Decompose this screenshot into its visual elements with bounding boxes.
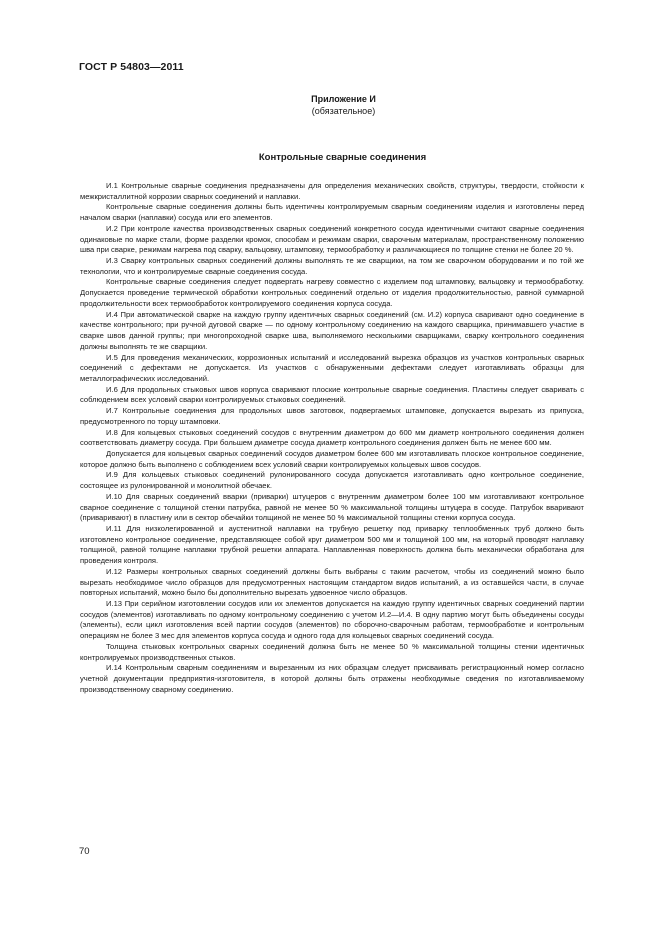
- paragraph-i14: И.14 Контрольным сварным соединениям и вырезанным из них образцам следует присваивать регистрационный номер согласно учетной документации предприятия-изготовителя, в которой должны быть отражены необходимые сведения по изготавливаемому производственному сварному соединению.: [80, 663, 584, 694]
- paragraph-i10: И.10 Для сварных соединений вварки (приварки) штуцеров с внутренним диаметром более 100 мм изготавливают контрольное сварное соединение с толщиной стенки патрубка, равной не менее 50 % максимальной толщины штуцера в сосуде. Патрубок вваривают (приваривают) в пластину или в сектор обечайки толщиной не менее 50 % максимальной толщины стенки корпуса сосуда.: [80, 491, 584, 523]
- paragraph-i8: И.8 Для кольцевых стыковых соединений сосудов с внутренним диаметром до 600 мм диаметр контрольного соединения должен соответствовать диаметру сосуда. При большем диаметре сосуда диаметр контрольного соединения должен быть не менее 600 мм.: [80, 427, 584, 448]
- page-number: 70: [79, 846, 90, 857]
- document-header: ГОСТ Р 54803—2011: [79, 61, 184, 73]
- paragraph-i1-cont: Контрольные сварные соединения должны быть идентичны контролируемым сварным соединениям изделия и изготовлены перед началом сварки (наплавки) сосуда или его элементов.: [80, 202, 584, 223]
- paragraph-i9: И.9 Для кольцевых стыковых соединений рулонированного сосуда допускается изготавливать одно контрольное соединение, состоящее из рулонированной и монолитной обечаек.: [80, 470, 584, 491]
- paragraph-i13: И.13 При серийном изготовлении сосудов или их элементов допускается на каждую группу идентичных сварных соединений партии сосудов (элементов) изготавливать по одному контрольному соединению с учетом И.2—И.4. В одну партию могут быть объединены сосуды (элементы), если цикл изготовления всей партии сосудов (элементов) по сборочно-сварочным работам, термообработке и контрольным операциям не более 3 мес для элементов корпуса сосуда и одного года для кольцевых сварных соединений сосуда.: [80, 599, 584, 641]
- paragraph-i13-cont: Толщина стыковых контрольных сварных соединений должна быть не менее 50 % максимальной толщины стенки идентичных контролируемых производственных стыков.: [80, 641, 584, 662]
- body-text: [80, 181, 584, 696]
- paragraph-i7: И.7 Контрольные соединения для продольных швов заготовок, подвергаемых штамповке, допускается вырезать из припуска, предусмотренного по торцу штамповки.: [80, 406, 584, 426]
- section-title: Контрольные сварные соединения: [258, 152, 427, 163]
- paragraph-i11: И.11 Для низколегированной и аустенитной наплавки на трубную решетку под приварку теплообменных труб должно быть изготовлено контрольное соединение, представляющее собой круг диаметром 500 мм и толщиной 100 мм, на который проводят наплавку толщиной, равной толщине наплавки трубной решетки аппарата. Наплавленная поверхность должна быть механически обработана для проведения контроля.: [80, 524, 584, 566]
- paragraph-i6: И.6 Для продольных стыковых швов корпуса сваривают плоские контрольные сварные соединения. Пластины следует сваривать с соблюдением всех условий сварки контролируемых стыковых соединений.: [80, 384, 584, 405]
- appendix-subtitle: (обязательное): [311, 106, 376, 116]
- paragraph-i3-cont: Контрольные сварные соединения следует подвергать нагреву совместно с изделием под штамповку, вальцовку и термообработку. Допускается проведение термической обработки контрольных соединений отдельно от изделия продолжительностью, равной суммарной продолжительности всех термообработок контролируемого соединения корпуса сосуда.: [80, 277, 584, 308]
- paragraph-i3: И.3 Сварку контрольных сварных соединений должны выполнять те же сварщики, на том же сварочном оборудовании и по той же технологии, что и контролируемые сварные соединения сосуда.: [80, 256, 584, 276]
- paragraph-i2: И.2 При контроле качества производственных сварных соединений конкретного сосуда идентичными считают сварные соединения одинаковые по марке стали, форме разделки кромок, способам и режимам сварки, сварочным материалам, пространственному положению шва при сварке, режимам нагрева под сварку, вальцовку, штамповку, термообработку и различающиеся по толщине стенки не более 20 %.: [80, 223, 584, 255]
- appendix-heading: [0, 93, 661, 117]
- paragraph-i1: И.1 Контрольные сварные соединения предназначены для определения механических свойств, структуры, твердости, стойкости к межкристаллитной коррозии сварных соединений и наплавки.: [80, 181, 584, 201]
- paragraph-i4: И.4 При автоматической сварке на каждую группу идентичных сварных соединений (см. И.2) корпуса сваривают одно соединение в качестве контрольного; при ручной дуговой сварке — по одному контрольному соединению на каждого сварщика, принимавшего участие в сварке швов данной группы; при многопроходной сварке шва, выполняемого несколькими сварщиками, сварку контрольного соединения должны выполнять те же сварщики.: [80, 309, 584, 351]
- paragraph-i12: И.12 Размеры контрольных сварных соединений должны быть выбраны с таким расчетом, чтобы из соединений можно было вырезать необходимое число образцов для предусмотренных настоящим стандартом видов испытаний, а из оставшейся части, в случае повторных испытаний, можно было бы дополнительно вырезать удвоенное число образцов.: [80, 566, 584, 598]
- paragraph-i8-cont: Допускается для кольцевых сварных соединений сосудов диаметром более 600 мм изготавливать плоское контрольное соединение, которое должно быть выполнено с соблюдением всех условий сварки контролируемых кольцевых швов сосудов.: [80, 448, 584, 469]
- paragraph-i5: И.5 Для проведения механических, коррозионных испытаний и исследований вырезка образцов из участков контрольных сварных соединений с дефектами не допускается. Из участков с обнаруженными дефектами следует изготавливать образцы для металлографических исследований.: [80, 352, 584, 383]
- appendix-title: Приложение И: [311, 94, 376, 104]
